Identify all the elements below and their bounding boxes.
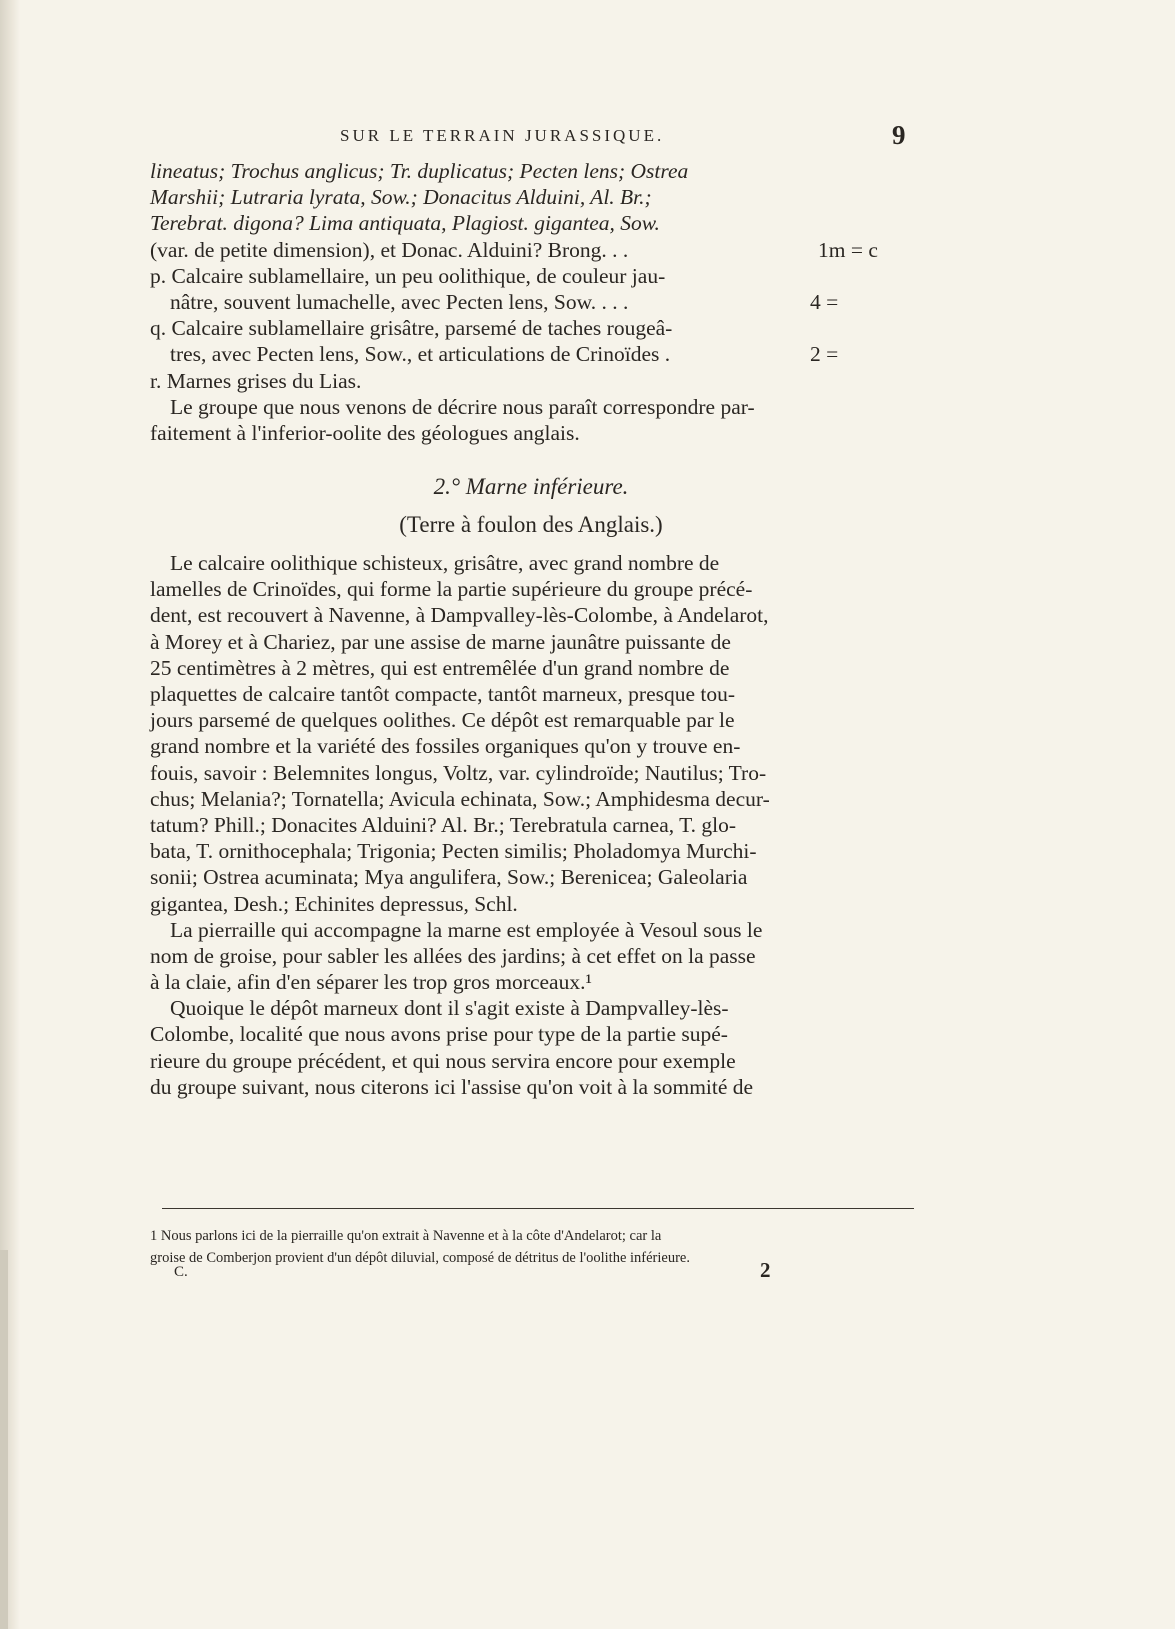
list-line: tres, avec Pecten lens, Sow., et articulations de Crinoïdes . 2 = (170, 342, 839, 367)
text-line: dent, est recouvert à Navenne, à Dampvalley-lès-Colombe, à Andelarot, (150, 603, 769, 628)
section-subheading: (Terre à foulon des Anglais.) (399, 512, 663, 538)
thickness-value: 4 = (810, 289, 839, 314)
text-line: rieure du groupe précédent, et qui nous servira encore pour exemple (150, 1048, 736, 1073)
text-line: Le calcaire oolithique schisteux, grisâtre, avec grand nombre de (170, 551, 720, 576)
running-head (0, 120, 1175, 154)
text-line: nom de groise, pour sabler les allées des jardins; à cet effet on la passe (150, 943, 756, 968)
list-line: r. Marnes grises du Lias. (150, 368, 362, 393)
list-line: p. Calcaire sublamellaire, un peu oolithique, de couleur jau- (150, 263, 666, 288)
thickness-value: 2 = (810, 342, 839, 367)
paragraph (150, 550, 912, 917)
text-line: sonii; Ostrea acuminata; Mya angulifera, Sow.; Berenicea; Galeolaria (150, 865, 748, 890)
running-head-title: SUR LE TERRAIN JURASSIQUE. (340, 126, 665, 145)
footnote-line: 1 Nous parlons ici de la pierraille qu'on extrait à Navenne et à la côte d'Andelarot; car la (150, 1228, 662, 1244)
text-line: bata, T. ornithocephala; Trigonia; Pecten similis; Pholadomya Murchi- (150, 839, 757, 864)
footnote-line: groise de Comberjon provient d'un dépôt diluvial, composé de détritus de l'oolithe inférieure. (150, 1250, 690, 1266)
text-line: Colombe, localité que nous avons prise pour type de la partie supé- (150, 1022, 728, 1047)
text-line: grand nombre et la variété des fossiles organiques qu'on y trouve en- (150, 734, 741, 759)
thickness-value: 1m = c (818, 237, 878, 262)
list-line: nâtre, souvent lumachelle, avec Pecten lens, Sow. . . . 4 = (170, 289, 839, 314)
list-line: Terebrat. digona? Lima antiquata, Plagiost. gigantea, Sow. (150, 211, 660, 236)
stratum-list (150, 158, 912, 394)
footnote (150, 1225, 930, 1269)
page-number: 9 (892, 120, 906, 150)
list-line: lineatus; Trochus anglicus; Tr. duplicatus; Pecten lens; Ostrea (150, 159, 689, 183)
list-line: (var. de petite dimension), et Donac. Alduini? Brong. . . 1m = c (150, 237, 878, 262)
footnote-rule (162, 1208, 914, 1209)
text-line: chus; Melania?; Tornatella; Avicula echinata, Sow.; Amphidesma decur- (150, 786, 770, 811)
paragraph (150, 917, 912, 996)
section-heading: 2.° Marne inférieure. (433, 474, 629, 500)
text-line: Le groupe que nous venons de décrire nous paraît correspondre par- (170, 394, 755, 419)
list-line: q. Calcaire sublamellaire grisâtre, parsemé de taches rougeâ- (150, 316, 673, 341)
paragraph (150, 995, 912, 1100)
text-line: tatum? Phill.; Donacites Alduini? Al. Br.; Terebratula carnea, T. glo- (150, 812, 737, 837)
text-line: lamelles de Crinoïdes, qui forme la partie supérieure du groupe précé- (150, 577, 753, 602)
paragraph (150, 394, 912, 446)
text-line: à la claie, afin d'en séparer les trop gros morceaux.¹ (150, 970, 592, 995)
text-line: plaquettes de calcaire tantôt compacte, tantôt marneux, presque tou- (150, 682, 736, 706)
text-line: du groupe suivant, nous citerons ici l'assise qu'on voit à la sommité de (150, 1074, 754, 1099)
text-line: gigantea, Desh.; Echinites depressus, Schl. (150, 891, 518, 916)
text-line: 25 centimètres à 2 mètres, qui est entremêlée d'un grand nombre de (150, 655, 730, 680)
text-body (150, 158, 912, 1100)
text-line: à Morey et à Chariez, par une assise de marne jaunâtre puissante de (150, 629, 731, 654)
signature-mark: C. (174, 1264, 188, 1280)
text-line: fouis, savoir : Belemnites longus, Voltz, var. cylindroïde; Nautilus; Tro- (150, 760, 767, 785)
text-line: La pierraille qui accompagne la marne est employée à Vesoul sous le (170, 917, 763, 942)
binding-edge (0, 0, 20, 1629)
text-line: jours parsemé de quelques oolithes. Ce dépôt est remarquable par le (150, 708, 735, 733)
text-line: Quoique le dépôt marneux dont il s'agit existe à Dampvalley-lès- (170, 996, 729, 1021)
list-line: Marshii; Lutraria lyrata, Sow.; Donacitus Alduini, Al. Br.; (150, 185, 652, 210)
text-line: faitement à l'inferior-oolite des géologues anglais. (150, 420, 580, 445)
signature-number: 2 (760, 1258, 771, 1282)
